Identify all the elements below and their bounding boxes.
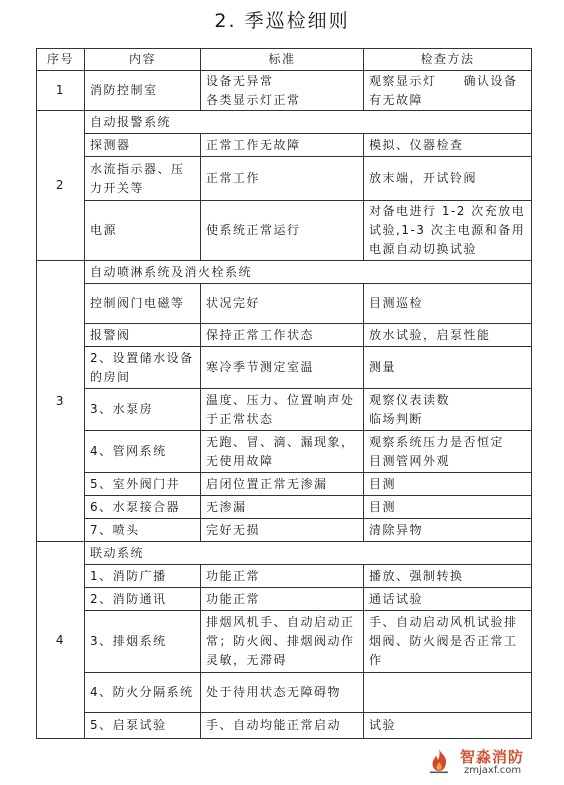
table-row (37, 157, 532, 201)
standard-cell: 正常工作 (201, 157, 364, 201)
table-row (37, 496, 532, 519)
table-row (37, 389, 532, 431)
standard-cell: 寒冷季节测定室温 (201, 347, 364, 389)
inspection-table (36, 48, 532, 739)
content-cell: 探测器 (85, 134, 201, 157)
content-cell: 7、喷头 (85, 519, 201, 542)
table-row (37, 324, 532, 347)
content-cell: 5、启泵试验 (85, 713, 201, 739)
standard-cell: 状况完好 (201, 284, 364, 324)
flame-logo-icon (426, 748, 452, 774)
standard-cell: 功能正常 (201, 588, 364, 611)
method-cell: 试验 (364, 713, 532, 739)
table-row (37, 261, 532, 284)
table-row (37, 71, 532, 111)
method-cell: 观察仪表读数 临场判断 (364, 389, 532, 431)
table-row (37, 519, 532, 542)
content-cell: 2、设置储水设备的房间 (85, 347, 201, 389)
standard-cell: 无跑、冒、滴、漏现象，无使用故障 (201, 431, 364, 473)
content-cell: 1、消防广播 (85, 565, 201, 588)
header-standard: 标准 (201, 49, 364, 71)
content-cell: 3、水泵房 (85, 389, 201, 431)
header-method: 检查方法 (364, 49, 532, 71)
standard-cell: 使系统正常运行 (201, 201, 364, 261)
content-cell: 6、水泵接合器 (85, 496, 201, 519)
standard-cell: 正常工作无故障 (201, 134, 364, 157)
method-cell: 目测巡检 (364, 284, 532, 324)
method-cell: 测量 (364, 347, 532, 389)
content-cell: 4、管网系统 (85, 431, 201, 473)
table-header-row (37, 49, 532, 71)
table-row (37, 473, 532, 496)
table-row (37, 431, 532, 473)
page-title: 2. 季巡检细则 (214, 10, 350, 32)
content-cell: 电源 (85, 201, 201, 261)
table-row (37, 673, 532, 713)
standard-cell: 手、自动均能正常启动 (201, 713, 364, 739)
standard-cell: 启闭位置正常无渗漏 (201, 473, 364, 496)
content-cell: 报警阀 (85, 324, 201, 347)
table-row (37, 713, 532, 739)
content-cell: 5、室外阀门井 (85, 473, 201, 496)
method-cell: 观察显示灯 确认设备有无故障 (364, 71, 532, 111)
table-row (37, 134, 532, 157)
table-row (37, 565, 532, 588)
standard-cell: 温度、压力、位置响声处于正常状态 (201, 389, 364, 431)
watermark-brand-name: 智淼消防 (460, 748, 525, 766)
standard-cell: 保持正常工作状态 (201, 324, 364, 347)
watermark-logo (420, 744, 550, 780)
seq-cell: 2 (37, 111, 85, 261)
method-cell: 放末端，开试铃阀 (364, 157, 532, 201)
standard-cell: 处于待用状态无障碍物 (201, 673, 364, 713)
standard-cell: 完好无损 (201, 519, 364, 542)
table-row (37, 111, 532, 134)
method-cell: 手、自动启动风机试验排烟阀、防火阀是否正常工作 (364, 611, 532, 673)
header-seq: 序号 (37, 49, 85, 71)
content-cell: 4、防火分隔系统 (85, 673, 201, 713)
seq-cell: 4 (37, 542, 85, 739)
method-cell: 模拟、仪器检查 (364, 134, 532, 157)
method-cell: 对备电进行 1-2 次充放电试验,1-3 次主电源和备用电源自动切换试验 (364, 201, 532, 261)
standard-cell: 功能正常 (201, 565, 364, 588)
content-cell: 水流指示器、压力开关等 (85, 157, 201, 201)
method-cell: 播放、强制转换 (364, 565, 532, 588)
table-row (37, 284, 532, 324)
table-row (37, 588, 532, 611)
method-cell: 观察系统压力是否恒定 目测管网外观 (364, 431, 532, 473)
standard-cell: 设备无异常 各类显示灯正常 (201, 71, 364, 111)
section-heading: 自动报警系统 (85, 111, 532, 134)
method-cell (364, 673, 532, 713)
table-row (37, 542, 532, 565)
method-cell: 目测 (364, 473, 532, 496)
table-row (37, 347, 532, 389)
content-cell: 消防控制室 (85, 71, 201, 111)
seq-cell: 3 (37, 261, 85, 542)
method-cell: 通话试验 (364, 588, 532, 611)
watermark-url: zmjaxf.com (464, 765, 522, 776)
header-content: 内容 (85, 49, 201, 71)
method-cell: 清除异物 (364, 519, 532, 542)
table-row (37, 201, 532, 261)
section-heading: 联动系统 (85, 542, 532, 565)
table-row (37, 611, 532, 673)
seq-cell: 1 (37, 71, 85, 111)
content-cell: 3、排烟系统 (85, 611, 201, 673)
standard-cell: 无渗漏 (201, 496, 364, 519)
method-cell: 目测 (364, 496, 532, 519)
content-cell: 2、消防通讯 (85, 588, 201, 611)
standard-cell: 排烟风机手、自动启动正常；防火阀、排烟阀动作灵敏，无滞碍 (201, 611, 364, 673)
section-heading: 自动喷淋系统及消火栓系统 (85, 261, 532, 284)
method-cell: 放水试验，启泵性能 (364, 324, 532, 347)
content-cell: 控制阀门电磁等 (85, 284, 201, 324)
